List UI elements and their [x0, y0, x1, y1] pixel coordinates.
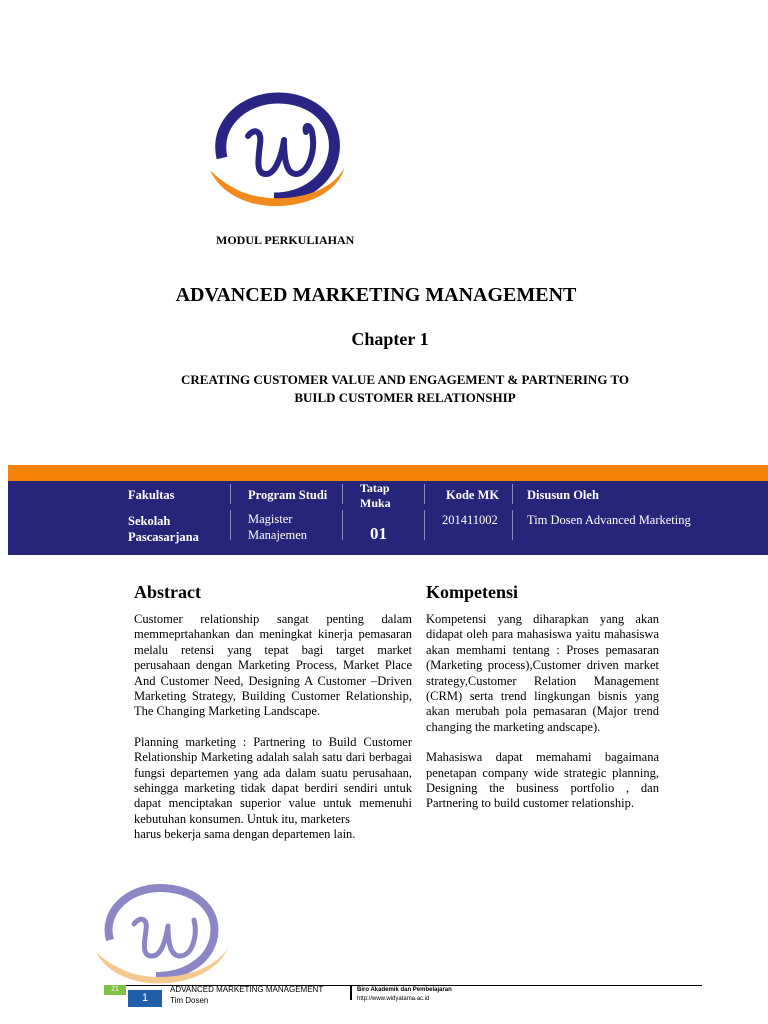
kompetensi-paragraph-1: Kompetensi yang diharapkan yang akan didapat oleh para mahasiswa yaitu mahasiswa akan memhami tentang : Proses pemasaran (Marketing process),Customer driven market strategy,Customer Relation Management (CRM) serta trend lingkungan bisnis yang akan merubah pola pemasaran (Major trend changing the marketing andscape).: [426, 612, 659, 734]
footer-biro: Biro Akademik dan Pembelajaran: [357, 987, 452, 993]
kompetensi-paragraph-2: Mahasiswa dapat memahami bagaimana penetapan company wide strategic planning, Designing the business portfolio , dan Partnering to build customer relationship.: [426, 750, 659, 811]
university-logo: [208, 88, 348, 218]
abstract-paragraph-2: Planning marketing : Partnering to Build Customer Relationship Marketing adalah salah satu dari berbagai fungsi departemen yang ada dalam suatu perusahaan, sehingga marketing tidak dapat berdiri sendiri untuk dapat menciptakan superior value untuk memenuhi kebutuhan konsumen. Untuk itu, marketers: [134, 734, 412, 826]
subtitle-line-2: BUILD CUSTOMER RELATIONSHIP: [294, 390, 516, 405]
fakultas-label: Fakultas: [128, 488, 175, 502]
tatap-label-line-2: Muka: [360, 496, 391, 510]
page-number: 1: [128, 990, 162, 1007]
course-title: ADVANCED MARKETING MANAGEMENT: [175, 284, 577, 306]
band-divider: [424, 484, 425, 504]
band-divider: [512, 484, 513, 504]
band-divider: [230, 484, 231, 504]
disusun-oleh-value: Tim Dosen Advanced Marketing: [527, 513, 691, 527]
chapter-title: Chapter 1: [351, 329, 429, 349]
tatap-label-line-1: Tatap: [360, 481, 390, 495]
footer-course-title: ADVANCED MARKETING MANAGEMENT: [170, 985, 324, 994]
tatap-muka-value: 01: [370, 524, 387, 543]
prodi-value: [248, 511, 307, 543]
module-label: MODUL PERKULIAHAN: [216, 233, 355, 247]
prodi-label: Program Studi: [248, 488, 328, 502]
chapter-subtitle: [120, 371, 690, 407]
tatap-muka-label: [360, 481, 391, 511]
abstract-body: [134, 612, 412, 843]
subtitle-line-1: CREATING CUSTOMER VALUE AND ENGAGEMENT & PARTNERING TO: [181, 372, 629, 387]
abstract-paragraph-1: Customer relationship sangat penting dalam memmeprtahankan dan meningkat kinerja pemasaran melalu retensi yang tepat bagi target market perusahaan dengan Marketing Process, Market Place And Customer Need, Designing A Customer –Driven Marketing Strategy, Building Customer Relationship, The Changing Marketing Landscape.: [134, 612, 412, 719]
footer-author: Tim Dosen: [170, 996, 209, 1005]
band-divider: [342, 510, 343, 540]
fakultas-value: [128, 513, 199, 545]
info-band-accent: [8, 465, 768, 481]
footer-url-link[interactable]: http://www.widyatama.ac.id: [357, 996, 430, 1002]
disusun-oleh-label: Disusun Oleh: [527, 488, 599, 502]
fakultas-value-line-2: Pascasarjana: [128, 530, 199, 544]
prodi-value-line-1: Magister: [248, 512, 293, 526]
footer-separator: [350, 986, 352, 1000]
footer-year-badge: 21: [104, 985, 126, 995]
prodi-value-line-2: Manajemen: [248, 528, 308, 542]
kode-mk-label: Kode MK: [446, 488, 500, 502]
band-divider: [342, 484, 343, 504]
band-divider: [424, 510, 425, 540]
kompetensi-heading: Kompetensi: [426, 582, 518, 602]
abstract-paragraph-2-last: harus bekerja sama dengan departemen lain.: [134, 827, 356, 842]
band-divider: [512, 510, 513, 540]
kode-mk-value: 201411002: [442, 513, 498, 527]
fakultas-value-line-1: Sekolah: [128, 514, 171, 528]
band-divider: [230, 510, 231, 540]
kompetensi-body: [426, 612, 659, 827]
abstract-heading: Abstract: [134, 582, 201, 602]
university-watermark-logo: [94, 880, 234, 992]
